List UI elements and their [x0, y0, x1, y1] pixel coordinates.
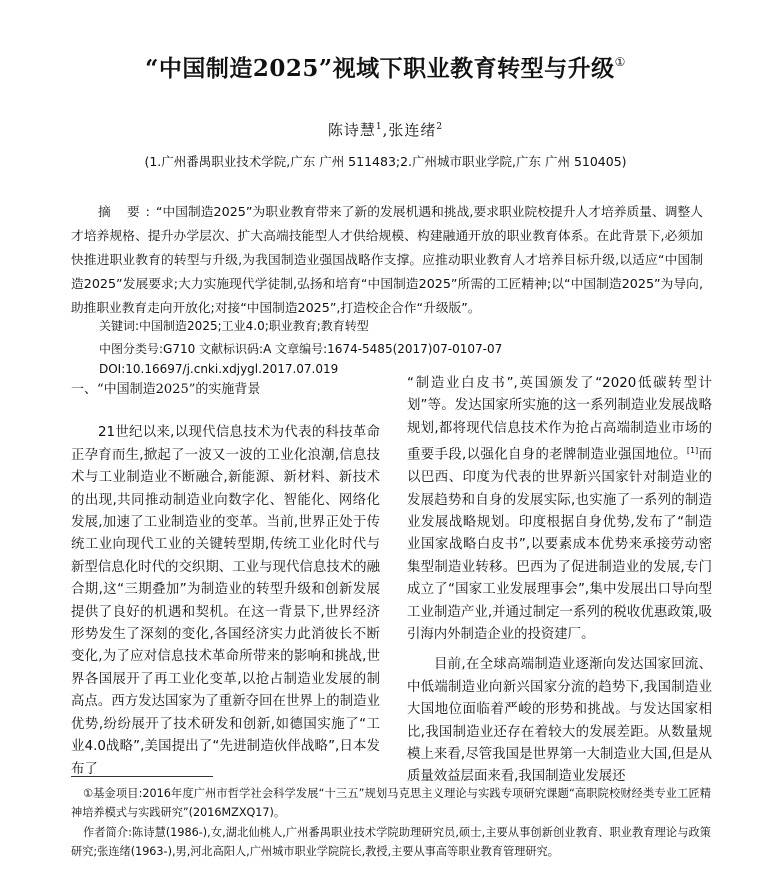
doi[interactable]: DOI:10.16697/j.cnki.xdjygl.2017.07.019 [99, 362, 339, 376]
body-paragraph: 21世纪以来,以现代信息技术为代表的科技革命正孕育而生,掀起了一波又一波的工业化浪潮,信息技术与工业制造业不断融合,新能源、新材料、新技术的出现,共同推动制造业向数字化、智能化、网络化发展,加速了工业制造业的变革。当前,世界正处于传统工业向现代工业的关键转型期,传统工业化时代与新型信息化时代的交织期、工业与现代信息技术的融合期,这“三期叠加”为制造业的转型升级和创新发展提供了良好的机遇和契机。在这一背景下,世界经济形势发生了深刻的变化,各国经济实力此消彼长不断变化,为了应对信息技术革命所带来的影响和挑战,世界各国展开了再工业化变革,以抢占制造业发展的制高点。西方发达国家为了重新夺回在世界上的制造业优势,纷纷展开了技术研发和创新,如德国实施了“工业4.0战略”,美国提出了“先进制造伙伴战略”,日本发布了 [71, 425, 380, 777]
body-right-column [407, 373, 712, 789]
author-1-affil-mark: 1 [375, 122, 383, 132]
author-2-affil-mark: 2 [436, 122, 444, 132]
body-paragraph: 目前,在全球高端制造业逐渐向发达国家回流、中低端制造业向新兴国家分流的趋势下,我国制造业大国地位面临着严峻的形势和挑战。与发达国家相比,我国制造业还存在着较大的发展差距。从数量规模上来看,尽管我国是世界第一大制造业大国,但是从质量效益层面来看,我国制造业发展还 [407, 657, 712, 785]
section-heading: 一、“中国制造2025”的实施背景 [71, 382, 261, 397]
body-text: “制造业白皮书”,英国颁发了“2020低碳转型计划”等。发达国家所实施的这一系列制造业发展战略规划,都将现代信息技术作为抢占高端制造业市场的重要手段,以强化自身的老牌制造业强国地位。 [407, 376, 712, 463]
footnote-fund: ①基金项目:2016年度广州市哲学社会科学发展“十三五”规划马克思主义理论与实践专项研究课题“高职院校财经类专业工匠精神培养模式与实践研究”(2016MZXQ17)。 [71, 787, 711, 819]
classification-line: 中图分类号:G710 文献标识码:A 文章编号:1674-5485(2017)07-0107-07 [99, 342, 503, 356]
author-separator: , [382, 121, 389, 139]
abstract [71, 200, 703, 320]
paper-title-text: “中国制造2025”视域下职业教育转型与升级 [145, 55, 615, 82]
footnote-divider [71, 776, 213, 777]
body-paragraph-continued [407, 373, 712, 646]
abstract-text: “中国制造2025”为职业教育带来了新的发展机遇和挑战,要求职业院校提升人才培养质量、调整人才培养规格、提升办学层次、扩大高端技能型人才供给规模、构建融通开放的职业教育体系。在此背景下,必须加快推进职业教育的转型与升级,为我国制造业强国战略作支撑。应推动职业教育人才培养目标升级,以适应“中国制造2025”发展要求;大力实施现代学徒制,弘扬和培育“中国制造2025”所需的工匠精神;以“中国制造2025”为导向,助推职业教育走向开放化;对接“中国制造2025”,打造校企合作“升级版”。 [71, 204, 703, 315]
affiliations: (1.广州番禺职业技术学院,广东 广州 511483;2.广州城市职业学院,广东 广州 510405) [144, 154, 627, 169]
paper-title [0, 50, 771, 83]
body-text: 而以巴西、印度为代表的世界新兴国家针对制造业的发展趋势和自身的发展实际,也实施了一系列的制造业发展战略规划。印度根据自身优势,发布了“制造业国家战略白皮书”,以要素成本优势来承接劳动密集型制造业转移。巴西为了促进制造业的发展,专门成立了“国家工业发展理事会”,集中发展出口导向型工业制造产业,并通过制定一系列的税收优惠政策,吸引海内外制造企业的投资建厂。 [407, 447, 712, 642]
author-1: 陈诗慧 [327, 121, 376, 139]
title-footnote-mark[interactable]: ① [614, 55, 626, 69]
citation-ref[interactable]: [1] [686, 446, 699, 456]
author-2: 张连绪 [388, 121, 437, 139]
footnote-author-bio: 作者简介:陈诗慧(1986-),女,湖北仙桃人,广州番禺职业技术学院助理研究员,硕士,主要从事创新创业教育、职业教育理论与政策研究;张连绪(1963-),男,河北高阳人,广州城市职业学院院长,教授,主要从事高等职业教育管理研究。 [71, 826, 711, 858]
body-left-column [71, 373, 380, 781]
abstract-label: 摘 要: [98, 204, 156, 219]
keywords: 关键词:中国制造2025;工业4.0;职业教育;教育转型 [99, 319, 369, 333]
author-line [0, 119, 771, 140]
